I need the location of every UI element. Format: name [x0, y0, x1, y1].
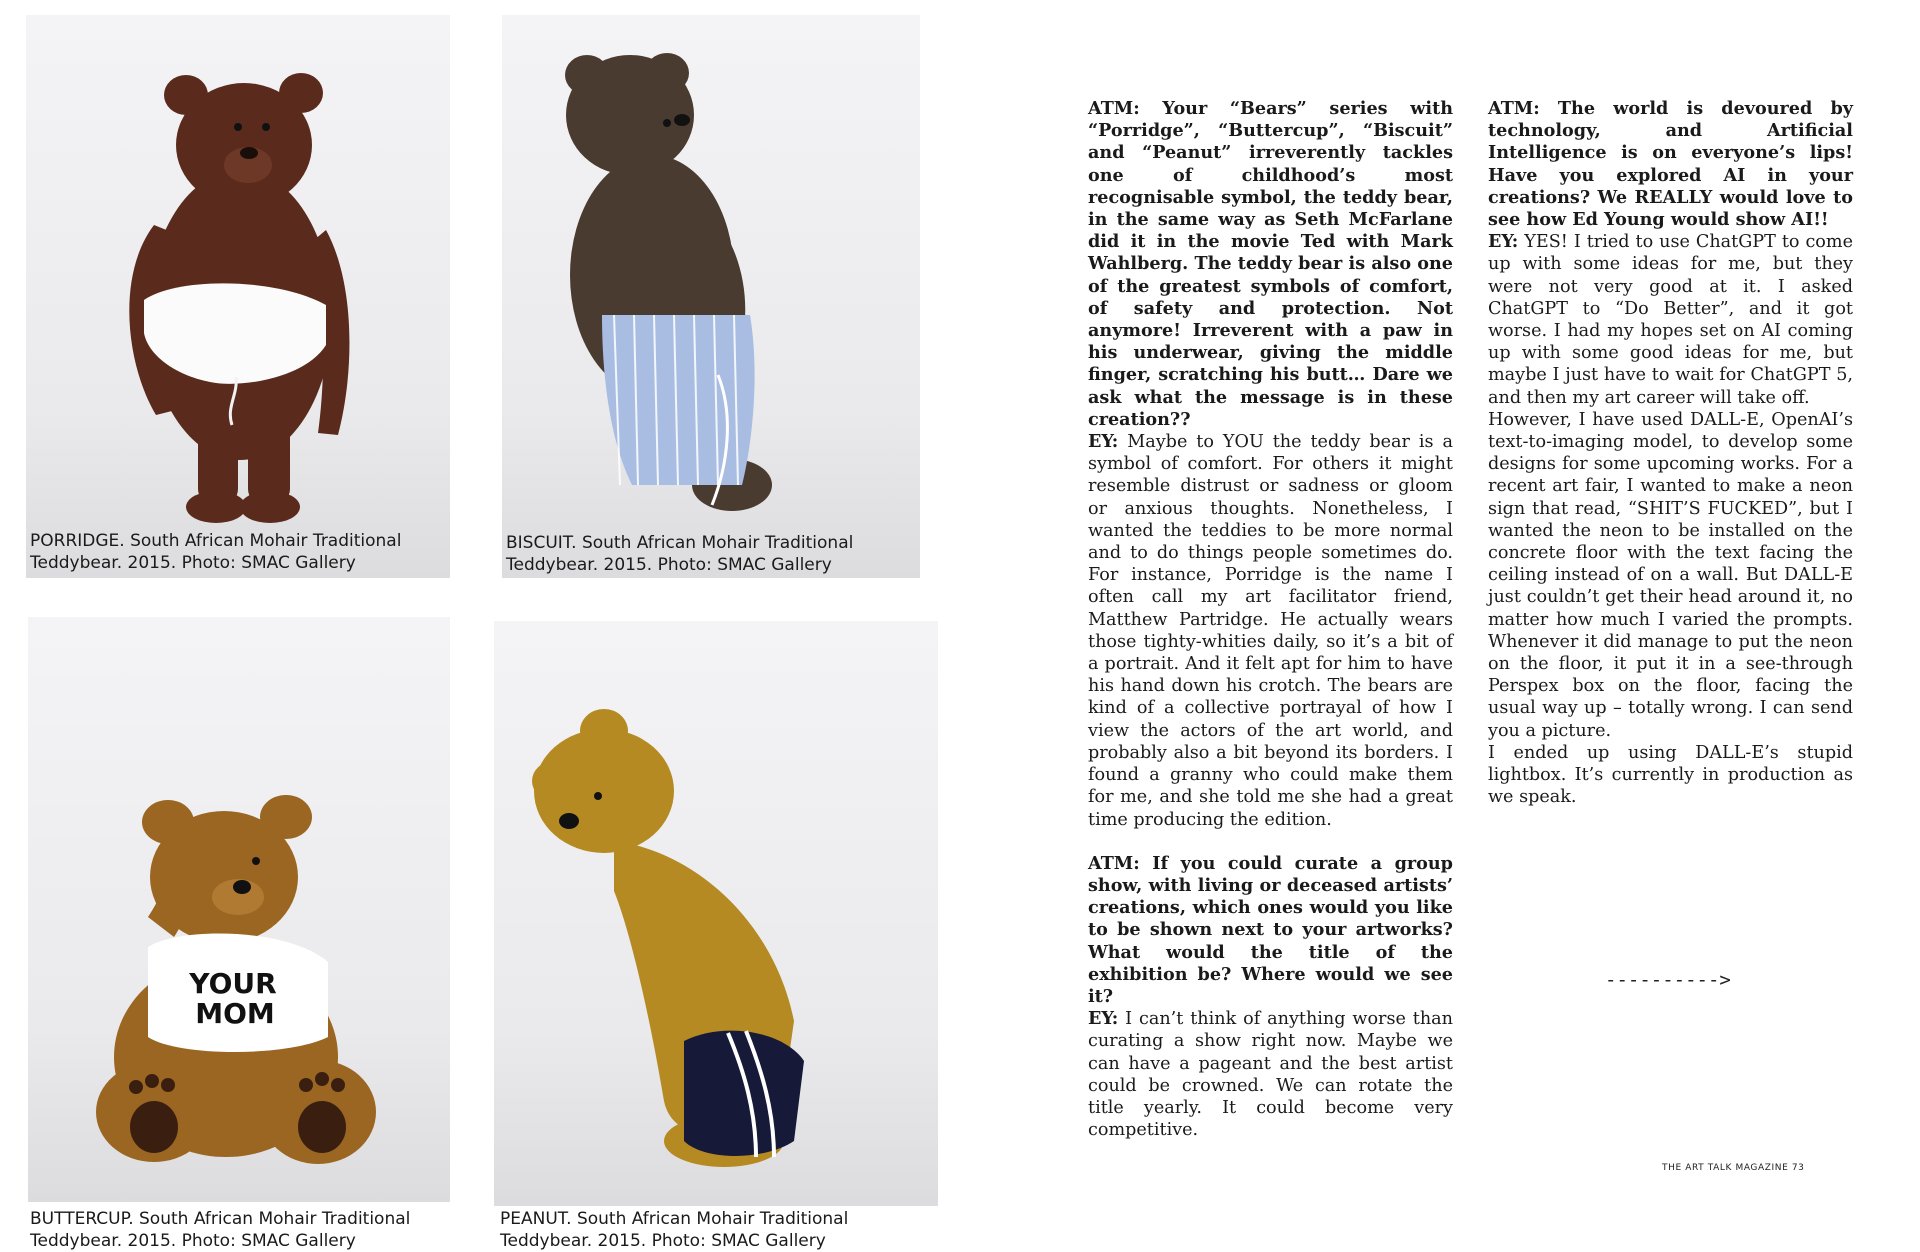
page-folio: THE ART TALK MAGAZINE 73: [1662, 1163, 1805, 1173]
question-group-show: ATM: If you could curate a group show, with living or deceased artists’ creations, which ones would you like to be shown next to your artworks? What would the title of the exhibition be? Where would we see it?: [1088, 852, 1453, 1007]
biscuit-bear-figure: [502, 15, 920, 578]
answer-label: EY:: [1088, 1008, 1119, 1030]
answer-ai-lightbox: I ended up using DALL-E’s stupid lightbox. It’s currently in production as we speak.: [1488, 742, 1853, 808]
caption-buttercup: BUTTERCUP. South African Mohair Traditional Teddybear. 2015. Photo: SMAC Gallery: [30, 1209, 411, 1251]
peanut-bear-figure: [494, 621, 938, 1206]
text-column-left: [1088, 98, 1453, 1141]
photo-porridge: [26, 15, 450, 578]
photo-biscuit: [502, 15, 920, 578]
answer-label: EY:: [1088, 431, 1119, 453]
photo-peanut: [494, 621, 938, 1251]
answer-group-show: EY: I can’t think of anything worse than curating a show right now. Maybe we can have a pageant and the best artist could be crowned. We can rotate the title yearly. It could become very competitive.: [1088, 1008, 1453, 1141]
buttercup-bear-figure: [28, 617, 450, 1202]
photo-buttercup: [28, 617, 450, 1251]
caption-porridge: PORRIDGE. South African Mohair Traditional Teddybear. 2015. Photo: SMAC Gallery: [30, 531, 402, 573]
answer-ai: EY: YES! I tried to use ChatGPT to come up with some ideas for me, but they were not very good at it. I asked ChatGPT to “Do Better”, and it got worse. I had my hopes set on AI coming up with some good ideas for me, but maybe I just have to wait for ChatGPT 5, and then my art career will take off.: [1488, 231, 1853, 408]
answer-label: EY:: [1488, 231, 1519, 253]
question-bears-series: ATM: Your “Bears” series with “Porridge”, “Buttercup”, “Biscuit” and “Peanut” irreverently tackles one of childhood’s most recognisable symbol, the teddy bear, in the same way as Seth McFarlane did it in the movie Ted with Mark Wahlberg. The teddy bear is also one of the greatest symbols of comfort, of safety and protection. Not anymore! Irreverent with a paw in his underwear, giving the middle finger, scratching his butt… Dare we ask what the message is in these creation??: [1088, 98, 1453, 430]
porridge-bear-figure: [26, 15, 450, 578]
caption-biscuit: BISCUIT. South African Mohair Traditional Teddybear. 2015. Photo: SMAC Gallery: [506, 533, 854, 575]
answer-ai-dalle: However, I have used DALL-E, OpenAI’s text-to-imaging model, to develop some designs for some upcoming works. For a recent art fair, I wanted to make a neon sign that read, “SHIT’S FUCKED”, but I wanted the neon to be installed on the concrete floor with the text facing the ceiling instead of on a wall. But DALL-E just couldn’t get their head around it, no matter how much I varied the prompts. Whenever it did manage to put the neon on the floor, it put it in a see-through Perspex box on the floor, facing the usual way up – totally wrong. I can send you a picture.: [1488, 409, 1853, 741]
continue-arrow: ---------->: [1605, 969, 1731, 991]
answer-bears-series: EY: Maybe to YOU the teddy bear is a symbol of comfort. For others it might resemble distrust or sadness or gloom or anxious thoughts. Nonetheless, I wanted the teddies to be more normal and to do things people sometimes do. For instance, Porridge is the name I often call my art facilitator friend, Matthew Partridge. He actually wears those tighty-whities daily, so it’s a bit of a portrait. And it felt apt for him to have his hand down his crotch. The bears are kind of a collective portrayal of how I view the actors of the art world, and probably also a bit beyond its borders. I found a granny who could make them for me, and she told me she had a great time producing the edition.: [1088, 431, 1453, 830]
shirt-text-line2: MOM: [195, 997, 275, 1030]
peanut-track-pants: [684, 1031, 804, 1156]
question-ai: ATM: The world is devoured by technology, and Artificial Intelligence is on everyone’s lips! Have you explored AI in your creations? We REALLY would love to see how Ed Young would show AI!!: [1488, 98, 1853, 231]
shirt-text-line1: YOUR: [189, 967, 277, 1000]
caption-peanut: PEANUT. South African Mohair Traditional Teddybear. 2015. Photo: SMAC Gallery: [500, 1209, 849, 1251]
text-column-right: [1488, 98, 1853, 809]
